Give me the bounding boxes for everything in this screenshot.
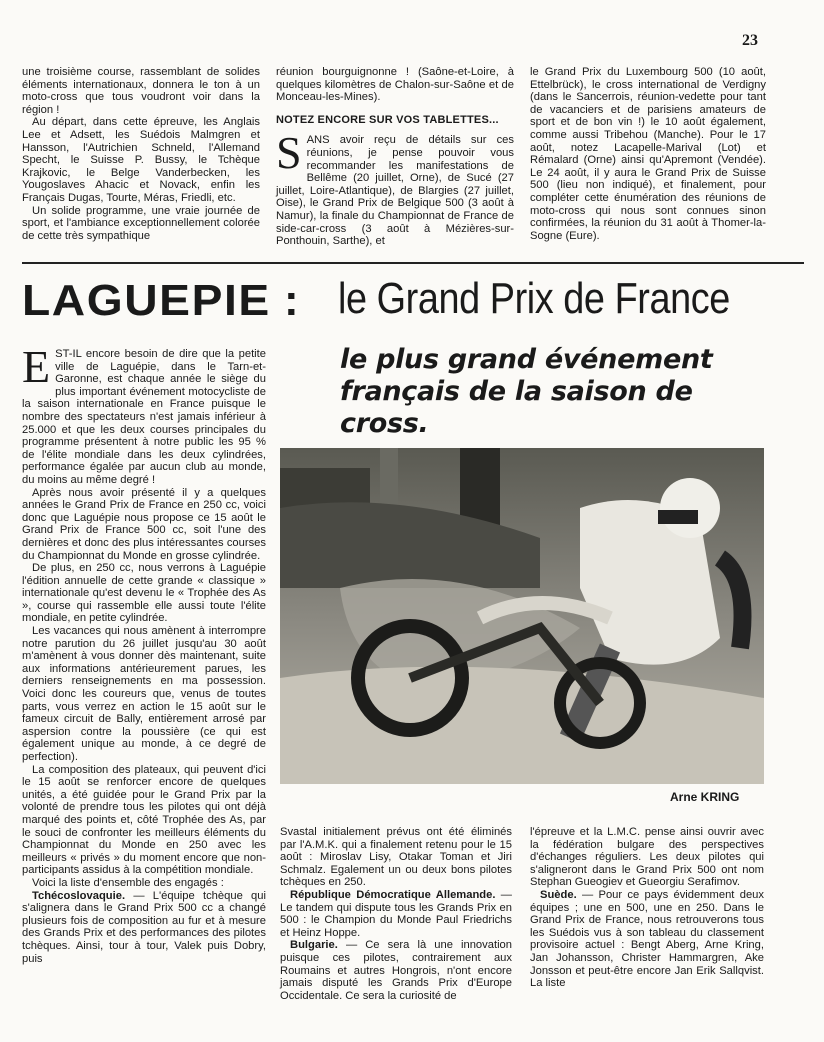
- article-column-1: [22, 341, 266, 965]
- paragraph: La composition des plateaux, qui peuvent d'ici le 15 août se renforcer encore de quelques unités, a été guidée pour le Grand Prix par la volonté de prendre tous les pilotes qui ont déjà marqué des points et, côté Trophée des As, par le souci de confronter les meilleurs éléments du Championnat du Monde en 250 avec les meilleurs « privés » du moment encore que non-participants assidus à la compétition mondiale.: [22, 763, 266, 877]
- section-heading: NOTEZ ENCORE SUR VOS TABLETTES...: [276, 113, 499, 126]
- paragraph: Voici la liste d'ensemble des engagés :: [32, 876, 224, 889]
- rider-illustration: [280, 448, 764, 784]
- headline: [22, 270, 804, 328]
- top-column-1: [22, 66, 260, 242]
- paragraph: [280, 939, 512, 1002]
- paragraph: Après nous avoir présenté il y a quelques années le Grand Prix de France en 250 cc, voici donc que Laguépie nous propose ce 15 août le Grand Prix de France 500 cc, soit l'une des dernières et donc des plus intéressantes courses du Championnat du Monde en grosse cylindrée.: [22, 486, 266, 562]
- paragraph: [22, 341, 266, 487]
- drop-cap: S: [276, 127, 302, 179]
- paragraph: une troisième course, rassemblant de solides éléments internationaux, donnera le ton à un moto-cross que tous voudront voir dans la région !: [22, 66, 260, 116]
- drop-cap: E: [22, 341, 51, 392]
- photo-caption: Arne KRING: [670, 790, 740, 804]
- paragraph: Les vacances qui nous amènent à interrompre notre parution du 26 juillet jusqu'au 30 août m'amènent à vous donner dès maintenant, suite aux informations antérieurement parues, les derniers renseignements en ma possession. Voici donc les coureurs que, venus de toutes parts, vous verrez en action le 15 août sur le fameux circuit de Bally, entièrement arrosé par aspersion contre la poussière (ce qui est également unique au monde, à ce degré de perfection).: [22, 625, 266, 763]
- subheadline: le plus grand événement français de la saison de cross.: [340, 344, 713, 439]
- paragraph-text: — Ce sera là une innovation puisque ces pilotes, contrairement aux Roumains et autres Hongrois, n'ont encore jamais disputé les Grands Prix d'Europe Occidentale. Ce sera la curiosité de: [280, 939, 512, 1002]
- paragraph: [280, 889, 512, 939]
- paragraph-text: — Pour ce pays évidemment deux équipes ; une en 500, une en 250. Dans le Grand Prix de France, nous retrouverons tous les Suédois vus à son tableau du classement provisoire actuel : Bengt Aberg, Arne Kring, Jan Johansson, Christer Hammargren, Ake Jonsson et peut-être encore Jan Erik Sallqvist. La liste: [530, 888, 764, 990]
- paragraph: Un solide programme, une vraie journée de sport, et l'ambiance exceptionnellement colorée de cette très sympathique: [22, 204, 260, 242]
- top-column-2: [276, 66, 514, 248]
- paragraph: réunion bourguignonne ! (Saône-et-Loire, à quelques kilomètres de Chalon-sur-Saône et de Monceau-les-Mines).: [276, 66, 514, 104]
- paragraph: Svastal initialement prévus ont été éliminés par l'A.M.K. qui a finalement retenu pour le 15 août : Miroslav Lisy, Otakar Toman et Jiri Schmalz. Egalement un ou deux bons pilotes tchèques en 250.: [280, 826, 512, 889]
- paragraph: De plus, en 250 cc, nous verrons à Laguépie l'édition annuelle de cette grande « classique » internationale qu'est devenu le « Trophée des As », course qui rassemble elle aussi toute l'élite mondiale, en petite cylindrée.: [22, 562, 266, 625]
- country-label: Bulgarie.: [290, 939, 338, 952]
- paragraph: Au départ, dans cette épreuve, les Anglais Lee et Adsett, les Suédois Malmgren et Hansson, l'Autrichien Schneld, l'Allemand Specht, le Suisse P. Bussy, le Tchèque Krajkovic, le Belge Vanderbecken, les Yougoslaves Ahacic et Novack, enfin les Français Dugas, Tourte, Méras, Friedli, etc.: [22, 116, 260, 204]
- article-column-2: [280, 826, 512, 1002]
- paragraph: [530, 889, 764, 990]
- headline-location: LAGUEPIE: [22, 276, 271, 325]
- country-label: Tchécoslovaquie.: [32, 889, 126, 902]
- paragraph-text: ST-IL encore besoin de dire que la petite ville de Laguépie, dans le Tarn-et-Garonne, est chaque année le siège du plus important événement motocycliste de la saison internationale en France puisque le nombre des spectateurs n'est jamais inférieur à 25.000 et que les deux courses principales du programme présentent à notre public les 95 % de l'élite mondiale dans les deux cylindrées, performance égalée par aucun club au monde, du moins au même degré !: [22, 348, 266, 486]
- country-label: Suède.: [540, 888, 577, 901]
- paragraph-text: — L'équipe tchèque qui s'alignera dans le Grand Prix 500 cc a changé plusieurs fois de composition au fur et à mesure des Grands Prix et des performances des pilotes tchèques. Ainsi, tour à tour, Valek puis Dobry, puis: [22, 889, 266, 965]
- country-label: République Démocratique Allemande.: [290, 888, 496, 901]
- paragraph-text: ANS avoir reçu de détails sur ces réunions, je pense pouvoir vous recommander les manifestations de Bellême (20 juillet, Orne), de Sucé (27 juillet, Loire-Atlantique), de Blargies (27 juillet, Oise), le Grand Prix de Belgique 500 (3 août à Namur), la finale du Championnat de France de side-car-cross (3 août à Mézières-sur-Ponthouin, Sarthe), et: [276, 134, 514, 248]
- page-number: 23: [742, 32, 758, 49]
- headline-colon: :: [284, 276, 299, 325]
- section-divider: [22, 262, 804, 264]
- paragraph-text: — Le tandem qui dispute tous les Grands Prix en 500 : le Champion du Monde Paul Friedrichs et Heinz Hoppe.: [280, 888, 512, 939]
- paragraph: le Grand Prix du Luxembourg 500 (10 août, Ettelbrück), le cross international de Verdigny (dans le Sancerrois, réunion-vedette pour tant de vacanciers et de parisiens amateurs de sport et de bon vin !) le 10 août également, comme aussi Tribehou (Manche). Pour le 17 août, notez Lacapelle-Marival (Lot) et Rémalard (Orne) ainsi qu'Apremont (Vendée). Le 24 août, il y aura le Grand Prix de Suisse 500 (lieu non indiqué), et finalement, pour compléter cette énumération des réunions de moto-cross qui nous sont connues sinon confirmées, la réunion du 31 août à Thomer-la-Sogne (Eure).: [530, 66, 766, 242]
- motocross-photo: [280, 448, 764, 784]
- paragraph: [22, 890, 266, 966]
- paragraph: [276, 127, 514, 248]
- headline-title: le Grand Prix de France: [338, 274, 730, 323]
- top-column-3: [530, 66, 766, 242]
- article-column-3: [530, 826, 764, 990]
- paragraph: l'épreuve et la L.M.C. pense ainsi ouvrir avec la fédération bulgare des perspectives d'échanges réguliers. Les deux pilotes qui s'aligneront dans le Grand Prix 500 ont nom Stephan Gueogiev et Gueorgiu Serafimov.: [530, 826, 764, 889]
